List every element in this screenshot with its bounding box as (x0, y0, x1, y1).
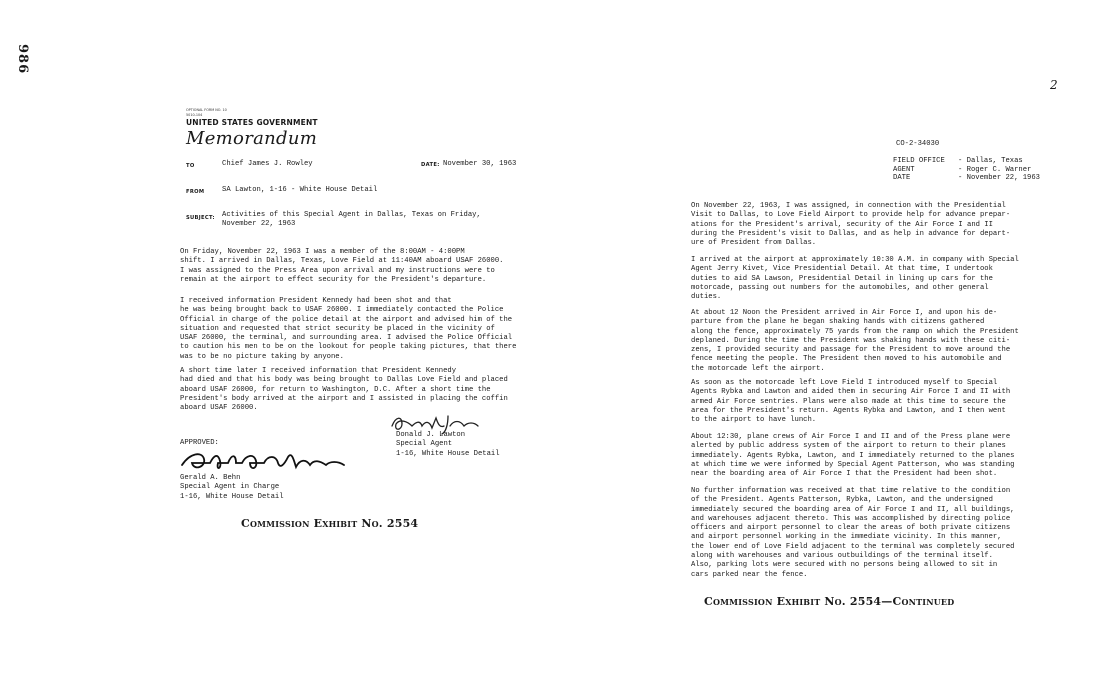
report-paragraph-6: No further information was received at that time relative to the condition of the President. Agents Patterson, Rybka, Lawton, and the undersigned immediately secured the boarding area of Air Force I and II, all buildings, and warehouses adjacent thereto. This was accomplished by directing police officers and airport personnel to clear the areas of both private citizens and airport personnel working in the immediate vicinity. In this manner, the lower end of Love Field adjacent to the terminal was completely secured along with warehouses and various outbuildings of the terminal itself. Also, parking lots were secured with no persons being allowed to sit in cars parked near the fence. (691, 487, 1015, 579)
report-reference-number: CO-2-34030 (896, 140, 940, 148)
exhibit-caption-right: Commission Exhibit No. 2554—Continued (704, 595, 955, 608)
to-value: Chief James J. Rowley (222, 160, 313, 168)
from-value: SA Lawton, 1-16 - White House Detail (222, 186, 378, 194)
page-number-rotated: 986 (15, 44, 30, 75)
report-paragraph-2: I arrived at the airport at approximately 10:30 A.M. in company with Special Agent Jerry Kivet, Vice Presidential Detail. At that time, I undertook duties to aid SA Lawson, Presidential Detail in lining up cars for the motorcade, passing out numbers for the automobiles, and other general duties. (691, 256, 1019, 302)
memo-paragraph-2: I received information President Kennedy had been shot and that he was being brought back to USAF 26000. I immediately contacted the Police Official in charge of the police detail at the airport and advised him of the situation and requested that strict security be placed in the vicinity of USAF 26000, the terminal, and surrounding area. I advised the Police Official to caution his men to be on the lookout for people taking pictures, that there was to be no picture taking by anyone. (180, 297, 517, 361)
report-paragraph-5: About 12:30, plane crews of Air Force I and II and of the Press plane were alerted by public address system of the airport to return to their planes immediately. Agents Rybka, Lawton, and I immediately returned to the planes at which time we were informed by Special Agent Patterson, who was standing near the boarding area of Air Force I that the President had been shot. (691, 433, 1015, 479)
report-paragraph-4: As soon as the motorcade left Love Field I introduced myself to Special Agents Rybka and Lawton and aided them in securing Air Force I and II with armed Air Force sentries. Plans were also made at this time to secure the area for the President's return. Agents Rybka and Lawton, and I then went to the airport to have lunch. (691, 379, 1011, 425)
subject-label: SUBJECT: (186, 215, 215, 221)
report-paragraph-3: At about 12 Noon the President arrived in Air Force I, and upon his de- parture from the plane he began shaking hands with citizens gathered along the fence, approximately 75 yards from the ramp on which the President deplaned. During the time the President was shaking hands with these citi- zens, I provided security and passage for the President to move around the fence meeting the people. The President then moved to his automobile and the motorcade left the airport. (691, 309, 1019, 373)
date-label: DATE: (421, 162, 440, 168)
form-number-line: OPTIONAL FORM NO. 10 (186, 108, 227, 112)
report-paragraph-1: On November 22, 1963, I was assigned, in connection with the Presidential Visit to Dallas, to Love Field Airport to provide help for advance prepar- ations for the President's arrival, security of the Air Force I and II during the President's visit to Dallas, and as help in advance for depart- ure of President from Dallas. (691, 202, 1011, 248)
approved-label: APPROVED: (180, 439, 219, 447)
memo-paragraph-1: On Friday, November 22, 1963 I was a member of the 8:00AM - 4:00PM shift. I arrived in Dallas, Texas, Love Field at 11:40AM aboard USAF 26000. I was assigned to the Press Area upon arrival and my instructions were to remain at the airport to effect security for the President's departure. (180, 248, 504, 284)
form-code-line: 5010-104 (186, 113, 203, 117)
memo-paragraph-3: A short time later I received information that President Kennedy had died and that his body was being brought to Dallas Love Field and placed aboard USAF 26000, for return to Washington, D.C. After a short time the President's body arrived at the airport and I assisted in placing the coffin aboard USAF 26000. (180, 367, 508, 413)
agency-header: UNITED STATES GOVERNMENT (186, 118, 318, 127)
memo-title: Memorandum (186, 128, 318, 149)
report-header-labels: FIELD OFFICE AGENT DATE (893, 157, 945, 183)
date-value: November 30, 1963 (443, 160, 517, 168)
exhibit-caption-left: Commission Exhibit No. 2554 (241, 517, 419, 530)
to-label: TO (186, 163, 195, 169)
report-header-values: - Dallas, Texas - Roger C. Warner - November 22, 1963 (958, 157, 1040, 183)
subject-value: Activities of this Special Agent in Dallas, Texas on Friday, November 22, 1963 (222, 211, 481, 228)
behn-signature-block: Gerald A. Behn Special Agent in Charge 1-16, White House Detail (180, 474, 284, 501)
page-number-right: 2 (1050, 78, 1058, 92)
from-label: FROM (186, 189, 205, 195)
lawton-signature-block: Donald J. Lawton Special Agent 1-16, White House Detail (396, 431, 500, 458)
behn-signature (180, 449, 348, 475)
